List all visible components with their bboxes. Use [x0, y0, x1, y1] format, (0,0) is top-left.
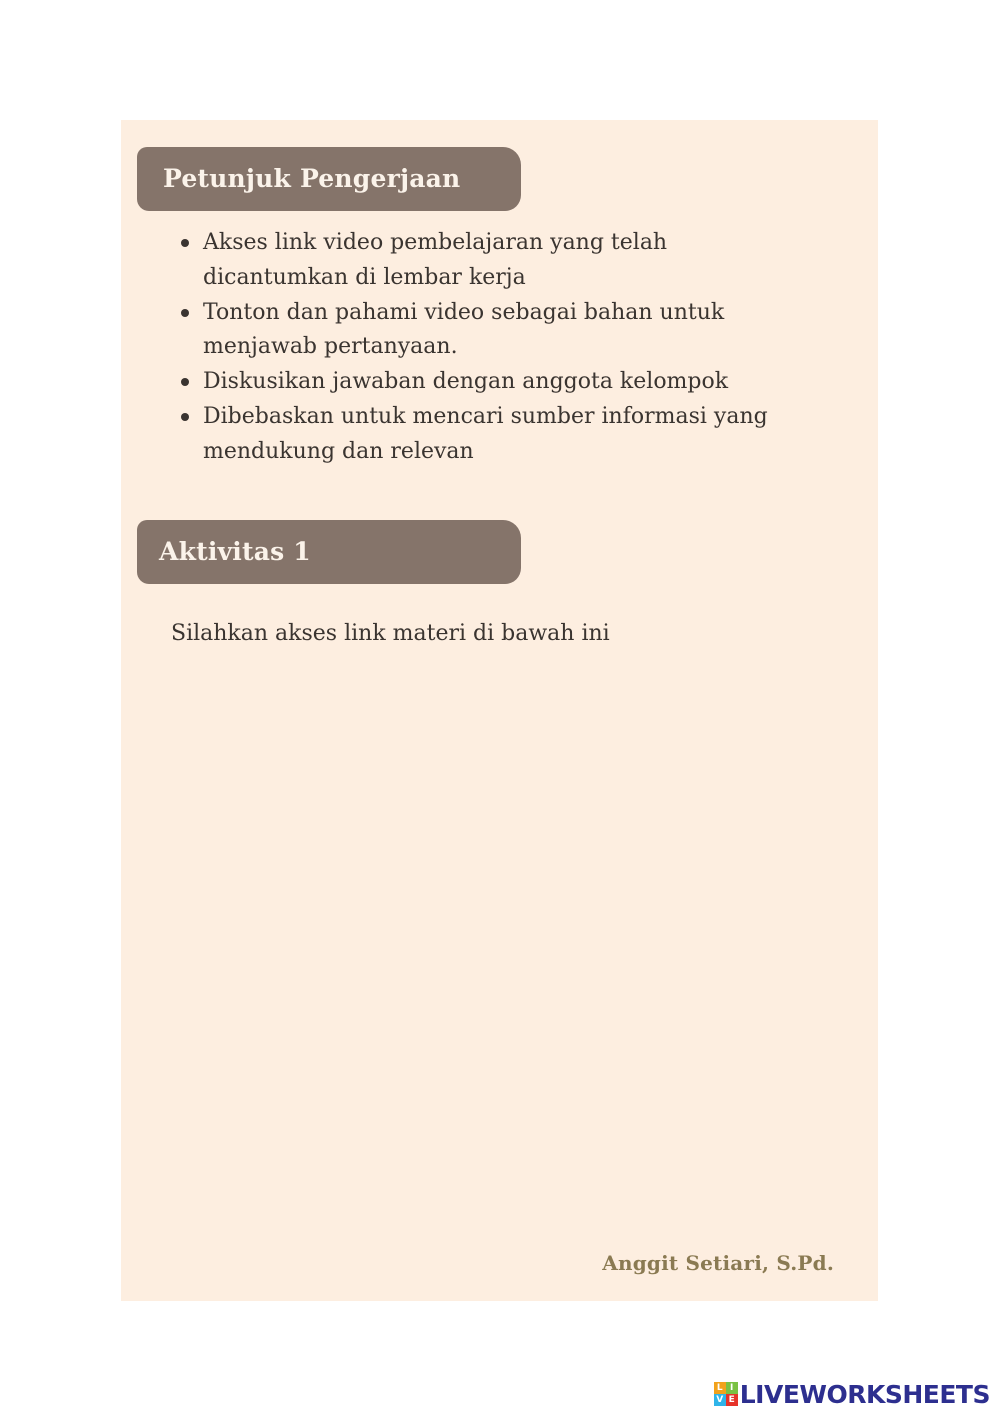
bullet-icon [181, 239, 189, 247]
author-name: Anggit Setiari, S.Pd. [602, 1251, 834, 1275]
bullet-icon [181, 309, 189, 317]
liveworksheets-logo-icon: L I V E [714, 1382, 738, 1406]
list-item: Akses link video pembelajaran yang telah dicantumkan di lembar kerja [178, 226, 818, 296]
section-title-instructions: Petunjuk Pengerjaan [163, 164, 461, 193]
section-banner-instructions [137, 147, 521, 211]
liveworksheets-brand[interactable] [714, 1379, 990, 1409]
brand-text: LIVEWORKSHEETS [739, 1379, 990, 1409]
activity-instruction: Silahkan akses link materi di bawah ini [171, 621, 610, 646]
bullet-icon [181, 413, 189, 421]
section-title-activity: Aktivitas 1 [159, 537, 311, 566]
list-item: Dibebaskan untuk mencari sumber informasi yang mendukung dan relevan [178, 400, 818, 470]
section-banner-activity [137, 520, 521, 584]
instructions-list [178, 226, 818, 470]
list-item: Diskusikan jawaban dengan anggota kelompok [178, 365, 818, 400]
list-item: Tonton dan pahami video sebagai bahan untuk menjawab pertanyaan. [178, 296, 818, 366]
bullet-icon [181, 378, 189, 386]
